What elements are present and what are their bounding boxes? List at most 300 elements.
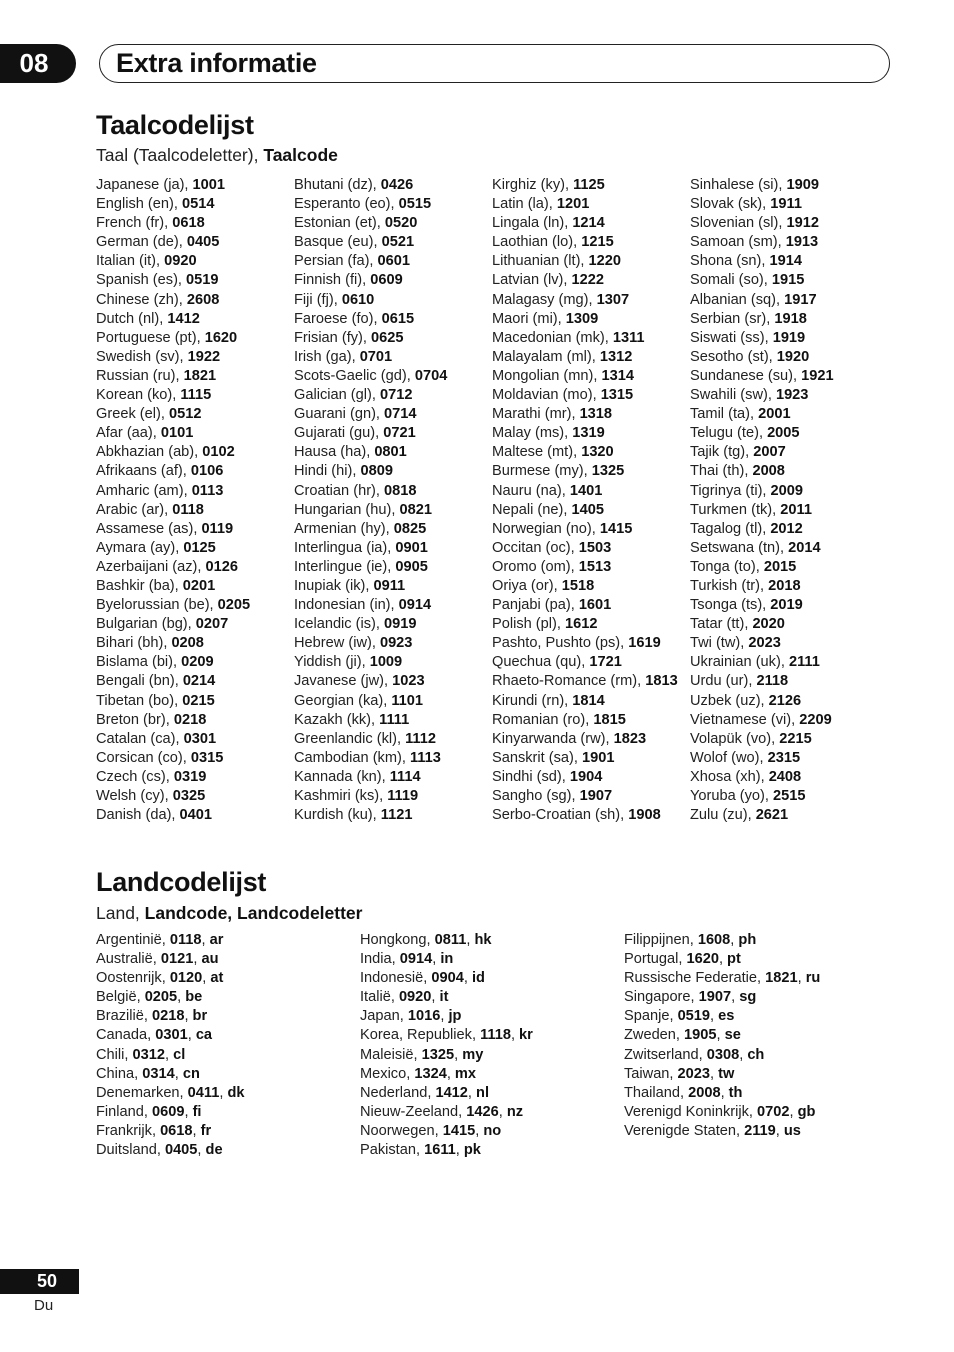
language-code: 1503 [578,539,612,556]
country-name: Japan, [360,1008,408,1025]
country-letters: at [210,970,224,987]
language-code: 1907 [579,788,613,804]
country-code: 1821 [765,970,798,987]
language-entry [492,367,678,386]
language-code: 1908 [628,807,661,824]
language-code: 0319 [173,768,207,785]
country-entry: Indonesië, 0904, id [360,970,485,987]
language-code: 1904 [569,768,603,785]
language-code: 1909 [786,177,819,193]
country-name: Pakistan, [360,1142,425,1159]
country-letters: it [439,989,449,1006]
language-code: 1513 [578,558,612,575]
country-code: 0405 [164,1142,198,1159]
language-name: Samoan (sm), [690,234,786,251]
language-name: Bihari (bh), [96,635,172,652]
language-code: 1121 [380,807,413,824]
language-name: Bhutani (dz), [294,177,381,193]
language-entry [492,291,678,310]
page-number: 50 [0,1269,79,1294]
language-name: Kirundi (rn), [492,692,573,709]
country-code: 0121 [160,951,194,968]
language-name: Latin (la), [492,196,557,213]
language-name: Rhaeto-Romance (rm), [492,673,646,690]
language-entry [492,195,678,214]
language-entry [294,271,447,290]
language-code: 0520 [384,215,418,232]
language-code: 1401 [569,482,603,499]
language-entry [690,692,834,711]
language-name: Polish (pl), [492,616,565,633]
country-entry: Verenigde Staten, 2119, us [624,1122,801,1139]
language-name: Yiddish (ji), [294,654,370,671]
country-name: Australië, [96,951,161,968]
language-entry [492,711,678,730]
language-name: Portuguese (pt), [96,329,205,346]
language-code: 0521 [381,234,415,251]
language-code: 1001 [192,177,226,193]
language-name: Pashto, Pushto (ps), [492,635,629,652]
language-entry [96,405,250,424]
country-code: 0904 [431,970,464,987]
country-name: Denemarken, [96,1084,188,1101]
language-name: Frisian (fy), [294,329,372,346]
language-code: 0208 [171,635,204,652]
language-name: Breton (br), [96,711,174,728]
language-entry [294,424,447,443]
language-code: 0609 [370,272,403,289]
language-name: Bislama (bi), [96,654,182,671]
language-entry [294,195,447,214]
language-name: Maori (mi), [492,310,566,327]
language-code: 2007 [753,444,786,461]
language-name: Tagalog (tl), [690,520,771,537]
language-code: 1119 [387,788,419,804]
language-code: 0625 [371,329,404,346]
language-name: Assamese (as), [96,520,202,537]
language-name: Inupiak (ik), [294,577,374,594]
page-title: Extra informatie [116,48,317,78]
language-entry [96,271,250,290]
language-code: 2023 [748,635,781,652]
country-code: 1016 [407,1008,441,1025]
language-name: Tatar (tt), [690,616,753,633]
language-entry [96,768,250,787]
language-entry [690,195,834,214]
language-name: Greenlandic (kl), [294,730,406,747]
language-code: 2608 [186,291,220,308]
language-name: Sindhi (sd), [492,768,570,785]
language-name: Malay (ms), [492,425,573,442]
country-code: 0609 [151,1103,185,1120]
country-name: Portugal, [624,951,687,968]
language-code: 1821 [183,367,217,384]
language-name: Gujarati (gu), [294,425,384,442]
language-code: 1814 [572,692,605,709]
language-name: Burmese (my), [492,463,592,480]
language-name: Panjabi (pa), [492,597,579,614]
language-entry [96,577,250,596]
language-name: Persian (fa), [294,253,378,270]
language-name: Sinhalese (si), [690,177,787,193]
country-code: 1907 [698,989,732,1006]
language-entry [492,405,678,424]
country-name: Taiwan, [624,1065,678,1082]
language-code: 0113 [191,482,224,499]
language-entry [492,615,678,634]
language-entry [690,558,834,577]
language-name: Fiji (fj), [294,291,342,308]
country-name: Argentinië, [96,932,170,948]
language-name: Esperanto (eo), [294,196,399,213]
language-name: Volapük (vo), [690,730,780,747]
language-name: Armenian (hy), [294,520,394,537]
country-name: Duitsland, [96,1142,165,1159]
language-entry [294,730,447,749]
language-name: Japanese (ja), [96,177,193,193]
language-entry [492,749,678,768]
language-code: 1919 [772,329,806,346]
language-entry [492,520,678,539]
language-code: 0610 [341,291,375,308]
language-name: Vietnamese (vi), [690,711,800,728]
language-code: 1412 [167,310,200,327]
language-code: 1612 [565,616,598,633]
country-entry: Filippijnen, 1608, ph [624,932,757,948]
language-entry [294,386,447,405]
language-entry [492,233,678,252]
country-letters: in [440,951,454,968]
language-entry [492,768,678,787]
language-code: 0126 [205,558,238,575]
language-name: Malagasy (mg), [492,291,597,308]
country-name: Chili, [96,1046,133,1063]
country-letters: nl [476,1084,490,1101]
country-code: 1426 [466,1103,499,1120]
country-entry: Australië, 0121, au [96,951,219,968]
language-name: English (en), [96,196,182,213]
country-code: 0702 [757,1103,790,1120]
country-name: Noorwegen, [360,1122,443,1139]
language-entry [96,672,250,691]
country-name: Italië, [360,989,399,1006]
language-code: 1115 [180,387,212,404]
language-entry [294,539,447,558]
country-code: 0519 [677,1008,711,1025]
language-code: 0721 [383,425,416,442]
language-name: Turkish (tr), [690,577,769,594]
language-name: Thai (th), [690,463,753,480]
country-entry: Oostenrijk, 0120, at [96,970,224,987]
language-code: 0218 [173,711,207,728]
language-code: 0214 [182,673,216,690]
language-name: Setswana (tn), [690,539,789,556]
language-code: 1721 [589,654,622,671]
language-code: 1222 [571,272,604,289]
language-name: Finnish (fi), [294,272,371,289]
country-code: 1118 [480,1027,511,1044]
country-name: Nieuw-Zeeland, [360,1103,467,1120]
language-name: Irish (ga), [294,348,360,365]
language-name: Azerbaijani (az), [96,558,206,575]
language-code: 1813 [645,673,678,690]
language-entry [492,329,678,348]
country-column [360,931,533,1160]
language-code: 2005 [767,425,800,442]
country-code: 1620 [686,951,719,968]
language-name: Occitan (oc), [492,539,579,556]
country-name: Frankrijk, [96,1122,161,1139]
country-entry: Italië, 0920, it [360,989,449,1006]
language-name: Basque (eu), [294,234,382,251]
language-entry [96,482,250,501]
country-entry: Russische Federatie, 1821, ru [624,970,821,987]
language-entry [690,291,834,310]
language-entry [294,443,447,462]
language-name: Quechua (qu), [492,654,590,671]
language-entry [294,214,447,233]
language-name: Marathi (mr), [492,406,580,423]
language-name: Danish (da), [96,807,180,824]
language-code: 0401 [179,807,213,824]
language-entry [96,634,250,653]
language-entry [492,271,678,290]
language-name: Greek (el), [96,406,169,423]
language-name: Byelorussian (be), [96,597,218,614]
language-entry [690,653,834,672]
language-name: Nepali (ne), [492,501,572,518]
language-entry [294,233,447,252]
country-entry: Japan, 1016, jp [360,1008,462,1025]
language-entry [690,367,834,386]
language-entry [492,596,678,615]
country-column [624,931,820,1141]
language-code: 0704 [414,367,448,384]
language-entry [690,271,834,290]
language-code: 0712 [379,387,413,404]
country-name: Verenigd Koninkrijk, [624,1103,758,1120]
language-code: 0618 [172,215,205,232]
language-entry [96,291,250,310]
language-name: Hindi (hi), [294,463,361,480]
country-name: Maleisië, [360,1046,422,1063]
language-code: 1913 [785,234,819,251]
language-name: Nauru (na), [492,482,570,499]
language-code: 0701 [359,348,393,365]
language-code: 0901 [395,539,428,556]
language-entry [96,443,250,462]
country-subtitle-bold: Landcode, Landcodeletter [144,903,363,923]
language-entry [690,577,834,596]
country-name: Oostenrijk, [96,970,170,987]
language-name: Arabic (ar), [96,501,173,518]
language-entry [492,577,678,596]
language-name: Shona (sn), [690,253,770,270]
country-entry: Nieuw-Zeeland, 1426, nz [360,1103,524,1120]
language-entry [492,214,678,233]
country-section-subtitle [96,903,362,924]
language-code: 1601 [578,597,612,614]
language-name: Czech (cs), [96,768,174,785]
language-code: 0101 [160,425,194,442]
language-entry [294,634,447,653]
country-code: 1608 [697,932,731,948]
language-name: Slovak (sk), [690,196,771,213]
country-code: 0118 [169,932,202,948]
country-code: 0314 [142,1065,175,1082]
country-code: 1412 [435,1084,468,1101]
country-letters: es [718,1008,735,1025]
language-entry [96,252,250,271]
language-code: 0905 [395,558,428,575]
country-letters: us [783,1122,801,1139]
language-name: Sesotho (st), [690,348,777,365]
language-code: 1114 [389,768,421,785]
language-entry [96,596,250,615]
language-entry [294,367,447,386]
country-code: 1325 [421,1046,455,1063]
country-entry: Hongkong, 0811, hk [360,932,492,948]
country-entry: Verenigd Koninkrijk, 0702, gb [624,1103,816,1120]
language-name: Corsican (co), [96,749,191,766]
country-letters: kr [519,1027,533,1044]
language-code: 0914 [398,597,432,614]
language-name: Moldavian (mo), [492,387,601,404]
language-name: Hausa (ha), [294,444,375,461]
country-name: Filippijnen, [624,932,698,948]
country-code: 0308 [706,1046,740,1063]
language-name: Javanese (jw), [294,673,393,690]
language-code: 0801 [374,444,407,461]
country-code: 0914 [399,951,433,968]
language-name: Swahili (sw), [690,387,776,404]
language-entry [96,749,250,768]
language-name: Telugu (te), [690,425,768,442]
language-entry [294,310,447,329]
language-code: 1309 [565,310,599,327]
country-name: Brazilië, [96,1008,152,1025]
country-letters: ca [195,1027,213,1044]
country-entry: Nederland, 1412, nl [360,1084,490,1101]
country-code: 0120 [169,970,203,987]
language-code: 1918 [774,310,807,327]
language-entry [690,405,834,424]
language-entry [294,787,447,806]
language-name: German (de), [96,234,187,251]
language-code: 0125 [183,539,216,556]
language-name: Ukrainian (uk), [690,654,789,671]
language-name: Somali (so), [690,272,772,289]
language-code: 0601 [377,253,411,270]
language-code: 0209 [181,654,214,671]
language-code: 0818 [384,482,417,499]
language-code: 1619 [628,635,661,652]
language-name: Spanish (es), [96,272,187,289]
language-entry [690,214,834,233]
language-code: 0714 [384,406,417,423]
language-code: 1307 [596,291,630,308]
language-entry [492,730,678,749]
country-code: 0920 [398,989,432,1006]
country-letters: au [201,951,219,968]
language-code: 1923 [775,387,809,404]
country-name: Indonesië, [360,970,432,987]
language-subtitle-bold: Taalcode [263,145,338,165]
language-name: Sanskrit (sa), [492,749,583,766]
language-code: 1325 [591,463,625,480]
country-code: 1324 [414,1065,447,1082]
language-entry [492,539,678,558]
country-entry: Noorwegen, 1415, no [360,1122,502,1139]
language-entry [492,501,678,520]
country-entry: Portugal, 1620, pt [624,951,741,968]
language-name: Korean (ko), [96,387,181,404]
language-name: French (fr), [96,215,173,232]
language-code: 1009 [369,654,403,671]
language-entry [492,653,678,672]
country-entry: Brazilië, 0218, br [96,1008,208,1025]
language-name: Slovenian (sl), [690,215,787,232]
language-code: 1914 [769,253,802,270]
country-letters: de [205,1142,223,1159]
language-code: 1823 [613,730,647,747]
language-entry [690,252,834,271]
language-name: Kashmiri (ks), [294,788,388,804]
language-entry [492,424,678,443]
language-entry [294,577,447,596]
country-code: 0811 [434,932,467,948]
country-entry: Finland, 0609, fi [96,1103,202,1120]
language-name: Tibetan (bo), [96,692,183,709]
language-code: 0205 [217,597,251,614]
language-name: Sundanese (su), [690,367,802,384]
country-letters: pt [727,951,741,968]
language-column [492,176,678,825]
language-entry [690,634,834,653]
country-code: 0618 [160,1122,193,1139]
language-entry [690,233,834,252]
country-letters: ru [805,970,821,987]
language-name: Russian (ru), [96,367,184,384]
language-entry [690,329,834,348]
language-code: 1320 [581,444,614,461]
language-name: Tajik (tg), [690,444,754,461]
language-code: 2621 [755,807,789,824]
language-name: Bulgarian (bg), [96,616,196,633]
language-code: 0106 [190,463,224,480]
country-entry: België, 0205, be [96,989,203,1006]
language-name: Macedonian (mk), [492,329,613,346]
language-entry [96,806,250,825]
language-code: 1101 [391,692,424,709]
language-name: Serbo-Croatian (sh), [492,807,629,824]
language-code: 2008 [752,463,785,480]
language-name: Kinyarwanda (rw), [492,730,614,747]
language-entry [690,386,834,405]
language-name: Bashkir (ba), [96,577,183,594]
language-code: 0514 [181,196,215,213]
country-entry: Pakistan, 1611, pk [360,1142,481,1159]
language-entry [96,214,250,233]
language-entry [294,405,447,424]
language-code: 0315 [190,749,224,766]
language-entry [294,749,447,768]
language-entry [294,692,447,711]
country-letters: pk [463,1142,481,1159]
language-name: Malayalam (ml), [492,348,600,365]
country-entry: Frankrijk, 0618, fr [96,1122,212,1139]
country-code: 1611 [424,1142,456,1159]
